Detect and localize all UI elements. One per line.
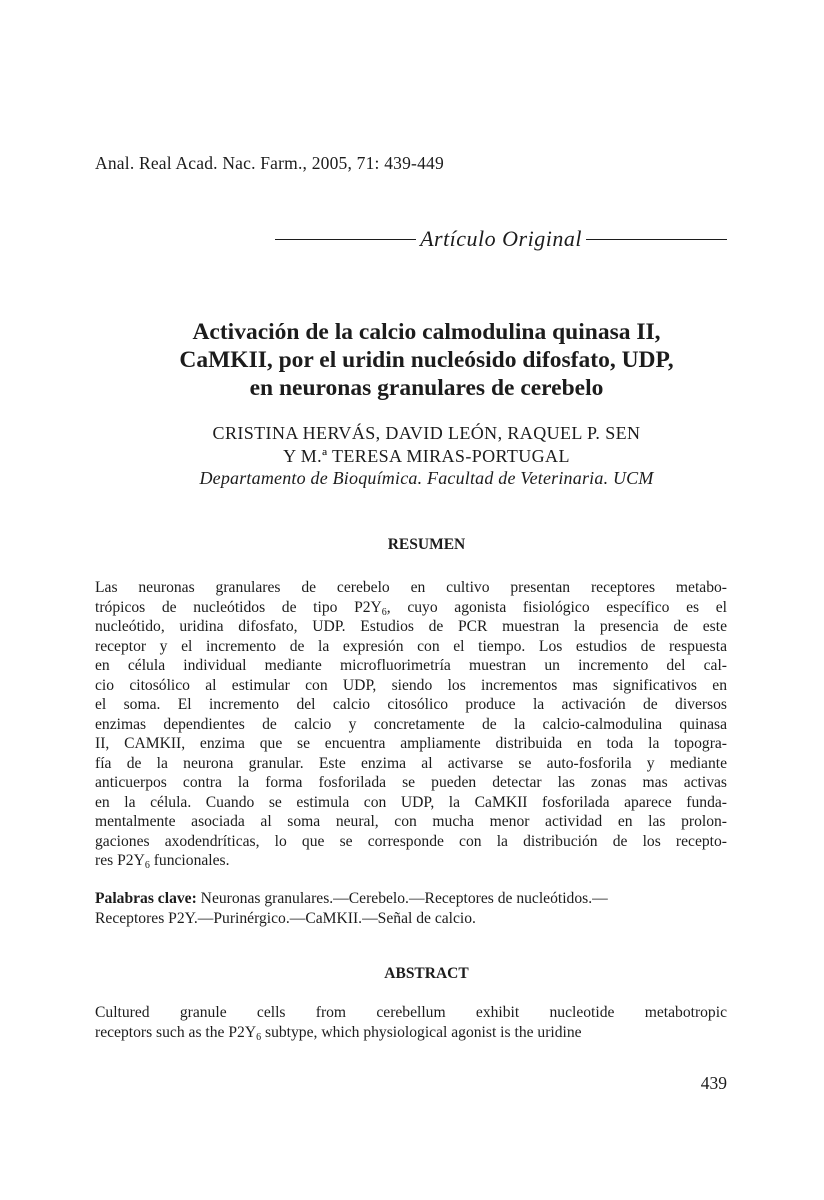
text-line: en célula individual mediante microfluorimetría muestran un incremento del cal-	[95, 657, 727, 674]
text-line: trópicos de nucleótidos de tipo $P2Y_6$, cuyo agonista fisiológico específico es el	[95, 598, 727, 618]
text-line: res $P2Y_6$ funcionales.	[95, 852, 230, 871]
keywords-block	[95, 889, 727, 928]
resumen-paragraph	[95, 578, 727, 871]
keywords-text: Neuronas granulares.—Cerebelo.—Receptores de nucleótidos.—	[196, 890, 608, 907]
text-line: Cultured granule cells from cerebellum exhibit nucleotide metabotropic	[95, 1004, 727, 1021]
article-type-label: Artículo Original	[420, 226, 582, 251]
page-number: 439	[700, 1073, 727, 1093]
abstract-heading: ABSTRACT	[384, 965, 469, 982]
text-line: el soma. El incremento del calcio citosólico produce la activación de diversos	[95, 696, 727, 713]
banner-rule-right	[586, 239, 727, 240]
author-list	[60, 422, 793, 468]
author-affiliation: Departamento de Bioquímica. Facultad de Veterinaria. UCM	[199, 468, 654, 488]
text-line: fía de la neurona granular. Este enzima al activarse se auto-fosforila y mediante	[95, 754, 727, 772]
keywords-label: Palabras clave:	[95, 890, 197, 907]
banner-rule-left	[275, 239, 416, 240]
text-line: nucleótido, uridina difosfato, UDP. Estudios de PCR muestran la presencia de este	[95, 618, 727, 635]
text-line: II, CAMKII, enzima que se encuentra ampliamente distribuida en toda la topogra-	[95, 735, 727, 752]
author-line: CRISTINA HERVÁS, DAVID LEÓN, RAQUEL P. SEN	[212, 423, 641, 443]
text-line: anticuerpos contra la forma fosforilada se pueden detectar las zonas mas activas	[95, 774, 727, 791]
abstract-paragraph	[95, 1003, 727, 1042]
title-line: CaMKII, por el uridin nucleósido difosfato, UDP,	[179, 347, 674, 373]
keywords-line: Receptores P2Y.—Purinérgico.—CaMKII.—Señal de calcio.	[95, 909, 476, 927]
text-line: Las neuronas granulares de cerebelo en cultivo presentan receptores metabo-	[95, 579, 727, 596]
text-line: cio citosólico al estimular con UDP, siendo los incrementos mas significativos en	[95, 676, 727, 694]
text-line: enzimas dependientes de calcio y concretamente de la calcio-calmodulina quinasa	[95, 715, 727, 733]
author-line: Y M.ª TERESA MIRAS-PORTUGAL	[283, 446, 570, 466]
text-line: gaciones axodendríticas, lo que se corresponde con la distribución de los recepto-	[95, 832, 727, 850]
text-line: en la célula. Cuando se estimula con UDP, la CaMKII fosforilada aparece funda-	[95, 793, 727, 811]
text-line: receptor y el incremento de la expresión con el tiempo. Los estudios de respuesta	[95, 637, 727, 655]
article-type-banner	[275, 226, 727, 252]
resumen-heading: RESUMEN	[387, 536, 466, 553]
text-line: receptors such as the $P2Y_6$ subtype, which physiological agonist is the uridine	[95, 1023, 582, 1043]
journal-citation: Anal. Real Acad. Nac. Farm., 2005, 71: 439-449	[95, 153, 444, 173]
title-line: Activación de la calcio calmodulina quinasa II,	[192, 319, 661, 345]
title-line: en neuronas granulares de cerebelo	[249, 375, 604, 401]
keywords-line	[95, 889, 727, 909]
text-line: mentalmente asociada al soma neural, con mucha menor actividad en las prolon-	[95, 813, 727, 830]
article-title	[60, 318, 793, 402]
